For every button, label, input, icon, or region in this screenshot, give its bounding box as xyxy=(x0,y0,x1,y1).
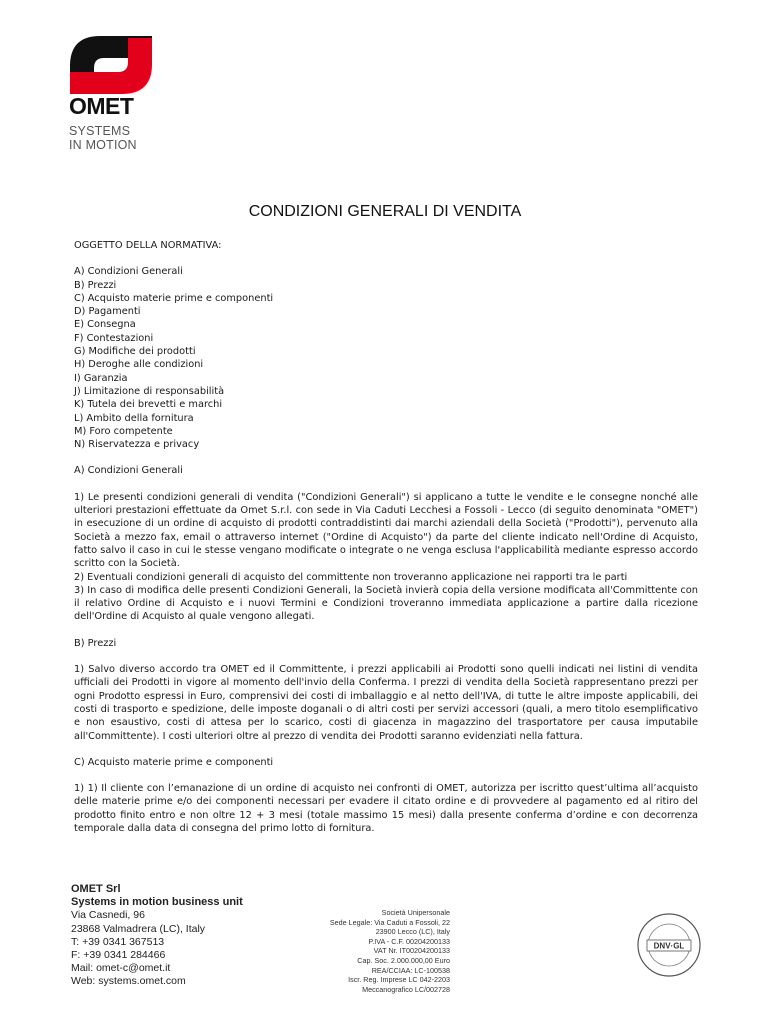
footer-web: Web: systems.omet.com xyxy=(71,975,186,988)
index-item: K) Tutela dei brevetti e marchi xyxy=(74,399,223,411)
omet-logo-icon xyxy=(66,30,156,100)
footer-mail: Mail: omet-c@omet.it xyxy=(71,962,171,975)
index-item: J) Limitazione di responsabilità xyxy=(74,385,225,397)
index-item: A) Condizioni Generali xyxy=(74,266,183,278)
index-item: H) Deroghe alle condizioni xyxy=(74,359,204,371)
footer-fax: F: +39 0341 284466 xyxy=(71,949,166,962)
section-a-heading: A) Condizioni Generali xyxy=(74,465,183,477)
document-title: CONDIZIONI GENERALI DI VENDITA xyxy=(248,203,522,220)
index-item: B) Prezzi xyxy=(74,279,117,291)
footer-legal xyxy=(300,908,450,994)
legal-line: Iscr. Reg. Imprese LC 042-2203 xyxy=(348,975,450,985)
section-c-paragraph-1: 1) 1) Il cliente con l’emanazione di un ordine di acquisto nei confronti di OMET, autorizza per iscritto quest’ultima all’acquisto delle materie prime e/o dei componenti necessari per evadere il citato ordine e di provvedere al pagamento ed al ritiro del prodotto finito entro e non oltre 12 + 3 mesi (totale massimo 15 mesi) dalla presente conferma d’ordine e con decorrenza temporale dalla data di consegna del primo lotto di fornitura. xyxy=(74,783,698,834)
section-a-paragraph-3: 3) In caso di modifica delle presenti Condizioni Generali, la Società invierà copia della versione modificata all'Committente con il relativo Ordine di Acquisto e i nuovi Termini e Condizioni troveranno immediata applicazione a partire dalla ricezione dell'Ordine di Acquisto al quale vengono allegati. xyxy=(74,584,698,623)
brand-tagline-2: IN MOTION xyxy=(69,138,137,152)
brand-tagline-1: SYSTEMS xyxy=(69,124,131,138)
footer-tel: T: +39 0341 367513 xyxy=(71,935,165,948)
index-item: L) Ambito della fornitura xyxy=(74,412,194,424)
section-b-heading: B) Prezzi xyxy=(74,637,117,649)
index-item: F) Contestazioni xyxy=(74,332,154,344)
footer-unit: Systems in motion business unit xyxy=(71,896,243,909)
brand-name: OMET xyxy=(69,93,134,119)
index-item: D) Pagamenti xyxy=(74,306,141,318)
document-body xyxy=(74,239,698,835)
index-item: E) Consegna xyxy=(74,319,136,331)
legal-line: Cap. Soc. 2.000.000,00 Euro xyxy=(357,955,450,965)
legal-line: Società Unipersonale xyxy=(381,908,450,917)
legal-line: VAT Nr. IT00204200133 xyxy=(373,946,450,956)
legal-line: Sede Legale: Via Caduti a Fossoli, 22 xyxy=(329,917,450,927)
section-b-paragraph-1: 1) Salvo diverso accordo tra OMET ed il Committente, i prezzi applicabili ai Prodotti sono quelli indicati nei listini di vendita ufficiali dei Prodotti in vigore al momento dell'invio della Conferma. I prezzi di vendita della Società rappresentano prezzi per ogni Prodotto espressi in Euro, comprensivi dei costi di imballaggio e al netto dell'IVA, di tutte le altre imposte applicabili, dei costi di trasporto e spedizione, delle imposte doganali o di altri costi per servizi accessori (quali, a mero titolo esemplificativo e non esaustivo, costi di attesa per lo scarico, costi di giacenza in magazzino del trasportatore per causa imputabile all'Committente). I costi ulteriori oltre al prezzo di vendita dei Prodotti saranno evidenziati nella fattura. xyxy=(74,664,698,742)
footer-contacts xyxy=(71,883,243,989)
legal-line: Meccanografico LC/002728 xyxy=(362,984,450,994)
footer-address-1: Via Casnedi, 96 xyxy=(71,909,145,922)
footer-company: OMET Srl xyxy=(71,883,121,895)
index-item: C) Acquisto materie prime e componenti xyxy=(74,292,274,304)
index-item: N) Riservatezza e privacy xyxy=(74,439,200,451)
index-item: G) Modifiche dei prodotti xyxy=(74,346,196,358)
footer-address-2: 23868 Valmadrera (LC), Italy xyxy=(71,922,206,935)
section-a-paragraph-1: 1) Le presenti condizioni generali di vendita ("Condizioni Generali") si applicano a tutte le vendite e le consegne nonché alle ulteriori prestazioni effettuate da Omet S.r.l. con sede in Via Caduti Lecchesi a Fossoli - Lecco (di seguito denominata "OMET") in esecuzione di un ordine di acquisto di prodotti contraddistinti dai marchi aziendali della Società ("Prodotti"), pervenuto alla Società a mezzo fax, email o attraverso internet ("Ordine di Acquisto") da parte del cliente indicato nell'Ordine di Acquisto, fatto salvo il caso in cui le stesse vengano modificate o integrate o ne venga esclusa l'applicabilità mediante espresso accordo scritto con la Società. xyxy=(74,491,698,570)
legal-line: REA/CCIAA: LC-100538 xyxy=(371,965,450,975)
intro-heading: OGGETTO DELLA NORMATIVA: xyxy=(74,240,222,251)
index-item: I) Garanzia xyxy=(74,372,128,384)
index-list xyxy=(74,265,698,451)
index-item: M) Foro competente xyxy=(74,425,173,437)
cert-label: DNV·GL xyxy=(653,941,685,951)
legal-line: P.IVA - C.F. 00204200133 xyxy=(368,936,450,946)
section-c-heading: C) Acquisto materie prime e componenti xyxy=(74,756,274,768)
section-a-paragraph-2: 2) Eventuali condizioni generali di acquisto del committente non troveranno applicazione nei rapporti tra le parti xyxy=(74,571,628,583)
legal-line: 23900 Lecco (LC), Italy xyxy=(375,927,450,937)
certification-seal-icon xyxy=(636,912,702,978)
